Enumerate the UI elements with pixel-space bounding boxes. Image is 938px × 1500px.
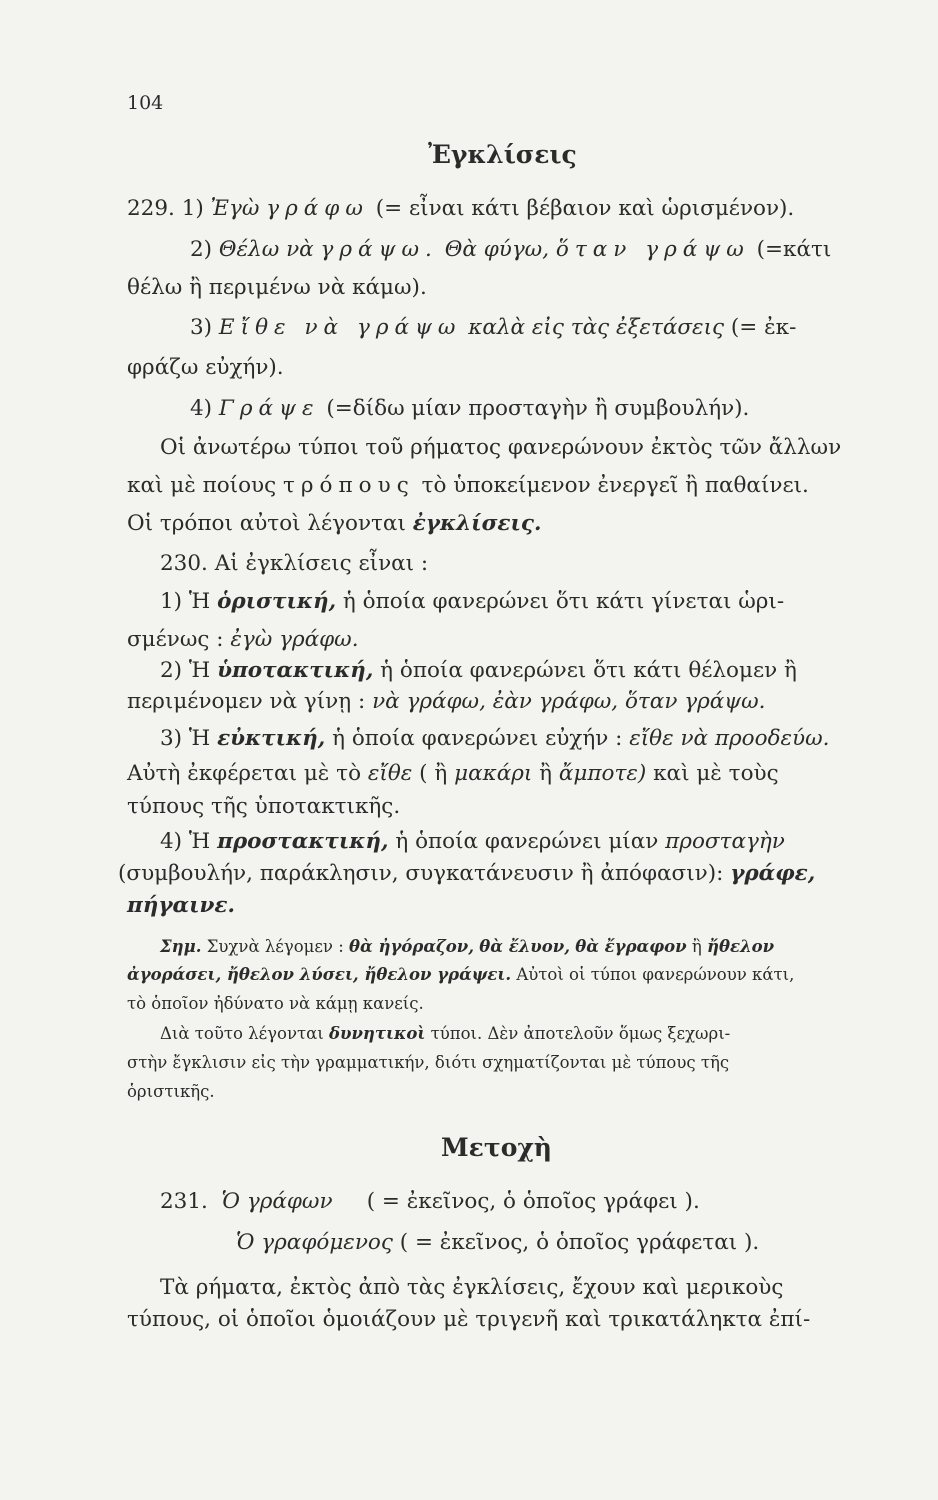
s229-line3: θέλω ἢ περιμένω νὰ κάμω). (127, 275, 427, 300)
note-line1: Σημ. Συχνὰ λέγομεν : θὰ ἠγόραζον, θὰ ἔλυον, θὰ ἔγραφον ἢ ἤθελον (160, 937, 775, 956)
heading-metochi: Μετοχὴ (441, 1133, 552, 1162)
s230-item1: 1) Ἡ ὁριστική, ἡ ὁποία φανερώνει ὅτι κάτι γίνεται ὡρι- (160, 589, 785, 614)
s229-line6: 4) Γράψε (=δίδω μίαν προσταγὴν ἢ συμβουλήν). (190, 396, 750, 421)
s230-item4-cont: (συμβουλήν, παράκλησιν, συγκατάνευσιν ἢ ἀπόφασιν): γράφε, (118, 861, 816, 886)
s229-line9: Οἱ τρόποι αὐτοὶ λέγονται ἐγκλίσεις. (127, 511, 542, 536)
s231-line4: τύπους, οἱ ὁποῖοι ὁμοιάζουν μὲ τριγενῆ καὶ τρικατάληκτα ἐπί- (127, 1307, 811, 1332)
s229-line4: 3) Εἴθε νὰ γράψω καλὰ εἰς τὰς ἐξετάσεις (= ἐκ- (190, 315, 797, 340)
s230-item1-cont: σμένως : ἐγὼ γράφω. (127, 627, 359, 652)
note-line4: Διὰ τοῦτο λέγονται δυνητικοὶ τύποι. Δὲν ἀποτελοῦν ὅμως ξεχωρι- (160, 1024, 731, 1043)
s229-line2: 2) Θέλω νὰ γράψω. Θὰ φύγω, ὅταν γράψω (=κάτι (190, 237, 832, 262)
s230-intro: 230. Αἱ ἐγκλίσεις εἶναι : (160, 551, 429, 576)
section-number: 229. (127, 196, 175, 221)
s231-line2: Ὁ γραφόμενος ( = ἐκεῖνος, ὁ ὁποῖος γράφεται ). (236, 1230, 760, 1255)
s230-item4: 4) Ἡ προστακτική, ἡ ὁποία φανερώνει μίαν προσταγὴν (160, 829, 785, 854)
s230-item2: 2) Ἡ ὑποτακτική, ἡ ὁποία φανερώνει ὅτι κάτι θέλομεν ἢ (160, 658, 797, 683)
note-line6: ὁριστικῆς. (127, 1082, 215, 1101)
section-number: 231. (160, 1189, 208, 1214)
s229-line1: 229. 1) Ἐγὼ γράφω (= εἶναι κάτι βέβαιον καὶ ὡρισμένον). (127, 196, 795, 221)
note-line2: ἀγοράσει, ἤθελον λύσει, ἤθελον γράψει. Αὐτοὶ οἱ τύποι φανερώνουν κάτι, (127, 965, 795, 984)
s230-item4-cont2: πήγαινε. (127, 893, 235, 918)
s229-line5: φράζω εὐχήν). (127, 355, 284, 380)
s230-item3-cont: Αὐτὴ ἐκφέρεται μὲ τὸ εἴθε ( ἢ μακάρι ἢ ἄμποτε) καὶ μὲ τοὺς (127, 761, 779, 786)
s230-item2-cont: περιμένομεν νὰ γίνῃ : νὰ γράφω, ἐὰν γράφω, ὅταν γράψω. (127, 689, 766, 714)
page-number: 104 (127, 92, 164, 114)
note-line3: τὸ ὁποῖον ἠδύνατο νὰ κάμῃ κανείς. (127, 994, 424, 1013)
s229-line7: Οἱ ἀνωτέρω τύποι τοῦ ρήματος φανερώνουν ἐκτὸς τῶν ἄλλων (160, 435, 842, 460)
s230-item3-cont2: τύπους τῆς ὑποτακτικῆς. (127, 794, 401, 819)
s229-line8: καὶ μὲ ποίους τρόπους τὸ ὑποκείμενον ἐνεργεῖ ἢ παθαίνει. (127, 473, 809, 498)
s231-line3: Τὰ ρήματα, ἐκτὸς ἀπὸ τὰς ἐγκλίσεις, ἔχουν καὶ μερικοὺς (160, 1275, 784, 1300)
s231-line1: 231. Ὁ γράφων ( = ἐκεῖνος, ὁ ὁποῖος γράφει ). (160, 1189, 700, 1214)
note-line5: στὴν ἔγκλισιν εἰς τὴν γραμματικήν, διότι σχηματίζονται μὲ τύπους τῆς (127, 1053, 730, 1072)
heading-enklisis: Ἐγκλίσεις (428, 140, 577, 169)
s230-item3: 3) Ἡ εὐκτική, ἡ ὁποία φανερώνει εὐχήν : εἴθε νὰ προοδεύω. (160, 726, 830, 751)
